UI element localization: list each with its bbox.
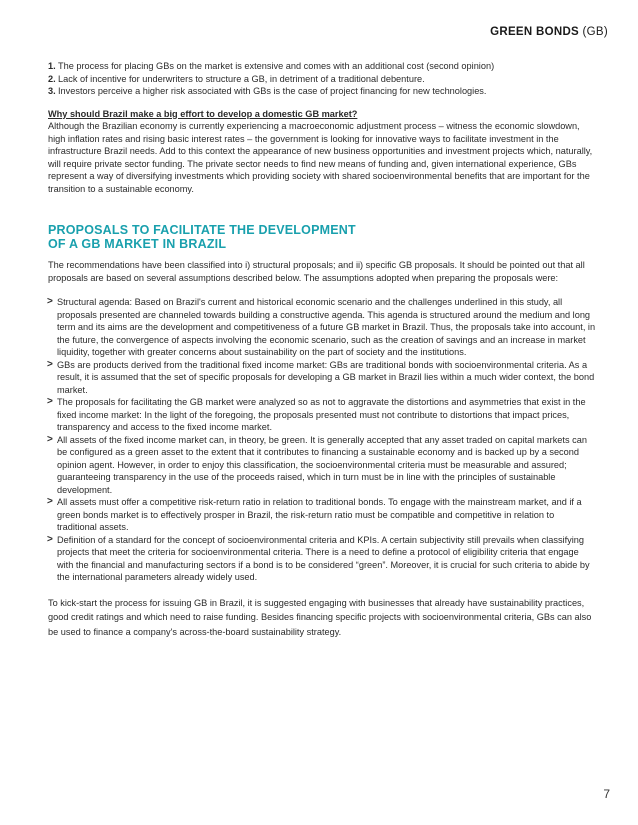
list-item-number: 2. — [48, 73, 56, 84]
header-title: GREEN BONDS — [490, 26, 580, 38]
chevron-right-icon: > — [47, 496, 53, 507]
list-item-text: The process for placing GBs on the market is extensive and comes with an additional cost (second opinion) — [58, 61, 495, 71]
section-intro: The recommendations have been classified into i) structural proposals; and ii) specific GB proposals. It should be pointed out that all proposals are based on several assumptions described below. The assumptions adopted when preparing the proposals were: — [48, 260, 585, 283]
page-content — [48, 60, 596, 639]
bullet-text: All assets of the fixed income market can, in theory, be green. It is generally accepted that any asset traded on capital markets can be configured as a green asset to the extent that it contributes to financing a sustainable economy and is backed up by a second opinion agent. However, in order to enjoy this classification, the socioenvironmental criteria must be measurable and assured; guaranteeing transparency in the use of the proceeds raised, which in turn must be in line with the principles of sustainable development. — [57, 434, 587, 495]
list-item — [48, 534, 596, 584]
list-item-number: 1. — [48, 61, 56, 71]
question-body: Although the Brazilian economy is currently experiencing a macroeconomic adjustment process – witness the economic slowdown, high inflation rates and rising basic interest rates – the government is looking for innovative ways to facilitate investment in the infrastructure Brazil needs. Add to this context the appearance of new business opportunities and investment projects which, naturally, will require private sector funding. The private sector needs to find new means of funding and, given international experience, GBs represent a way of diversifying investments which providing society with shared socioenvironmental benefits that are important for the transition to a sustainable economy. — [48, 121, 593, 194]
bullet-text: The proposals for facilitating the GB market were analyzed so as not to aggravate the distortions and asymmetries that exist in the fixed income market: In the light of the foregoing, the proposals presented must not contribute to distortions that impact prices, transparency and access to the fixed income market. — [57, 397, 586, 432]
header-title-suffix: (GB) — [582, 26, 608, 38]
chevron-right-icon: > — [47, 358, 53, 370]
list-item — [48, 73, 596, 86]
page-number: 7 — [603, 787, 610, 801]
running-header — [490, 26, 608, 38]
bullet-text: All assets must offer a competitive risk-return ratio in relation to traditional bonds. To engage with the mainstream market, and if a green bonds market is to effectively prosper in Brazil, the risk-return ratio must be compatible and competitive in relation to traditional assets. — [57, 497, 582, 532]
section-title-line2: OF A GB MARKET IN BRAZIL — [48, 237, 227, 251]
list-item — [48, 296, 596, 359]
bullet-text: Structural agenda: Based on Brazil's current and historical economic scenario and the challenges underlined in this study, all proposals presented are channeled towards building a constructive agenda. This agenda is structured around the medium and long term and its aims are the development and competitiveness of a future GB market in Brazil. Thus, the proposals take into account, in the future, the convergence of aspects involving the economic scenario, such as the creation of savings and an increase in market liquidity, together with greater concerns about sustainability on the part of society and the institutions. — [57, 297, 596, 357]
list-item — [48, 396, 596, 434]
list-item-text: Lack of incentive for underwriters to structure a GB, in detriment of a traditional debenture. — [58, 73, 425, 84]
list-item — [48, 496, 596, 534]
numbered-list — [48, 60, 596, 98]
chevron-right-icon: > — [47, 533, 53, 545]
list-item-number: 3. — [48, 86, 56, 96]
list-item — [48, 359, 596, 397]
bullet-text: Definition of a standard for the concept of socioenvironmental criteria and KPIs. A certain subjectivity still prevails when classifying projects that meet the criteria for socioenvironmental criteria. There is a need to define a protocol of eligibility criteria that engage with the financial and manufacturing sectors if a bond is to be considered “green”. Moreover, it is crucial for such criteria to abide by the international parameters already widely used. — [57, 534, 590, 582]
closing-paragraph: To kick-start the process for issuing GB in Brazil, it is suggested engaging with businesses that already have sustainability practices, good credit ratings and which need to raise funding. Besides financing specific projects with socioenvironmental criteria, GBs can also be used to finance a company's across-the-board sustainability strategy. — [48, 597, 592, 637]
bullet-text: GBs are products derived from the traditional fixed income market: GBs are traditional bonds with socioenvironmental criteria. As a result, it is assumed that the set of specific proposals for developing a GB market in Brazil lies within a much wider context, the bond market. — [57, 359, 595, 395]
list-item — [48, 60, 596, 73]
chevron-right-icon: > — [47, 433, 53, 445]
section-title-line1: PROPOSALS TO FACILITATE THE DEVELOPMENT — [48, 223, 356, 237]
question-heading: Why should Brazil make a big effort to develop a domestic GB market? — [48, 108, 358, 119]
chevron-right-icon: > — [47, 396, 53, 407]
assumptions-list — [48, 296, 596, 584]
list-item — [48, 434, 596, 497]
chevron-right-icon: > — [47, 296, 53, 307]
section-title — [48, 223, 596, 251]
list-item-text: Investors perceive a higher risk associated with GBs is the case of project financing for new technologies. — [58, 86, 487, 96]
list-item — [48, 85, 596, 98]
